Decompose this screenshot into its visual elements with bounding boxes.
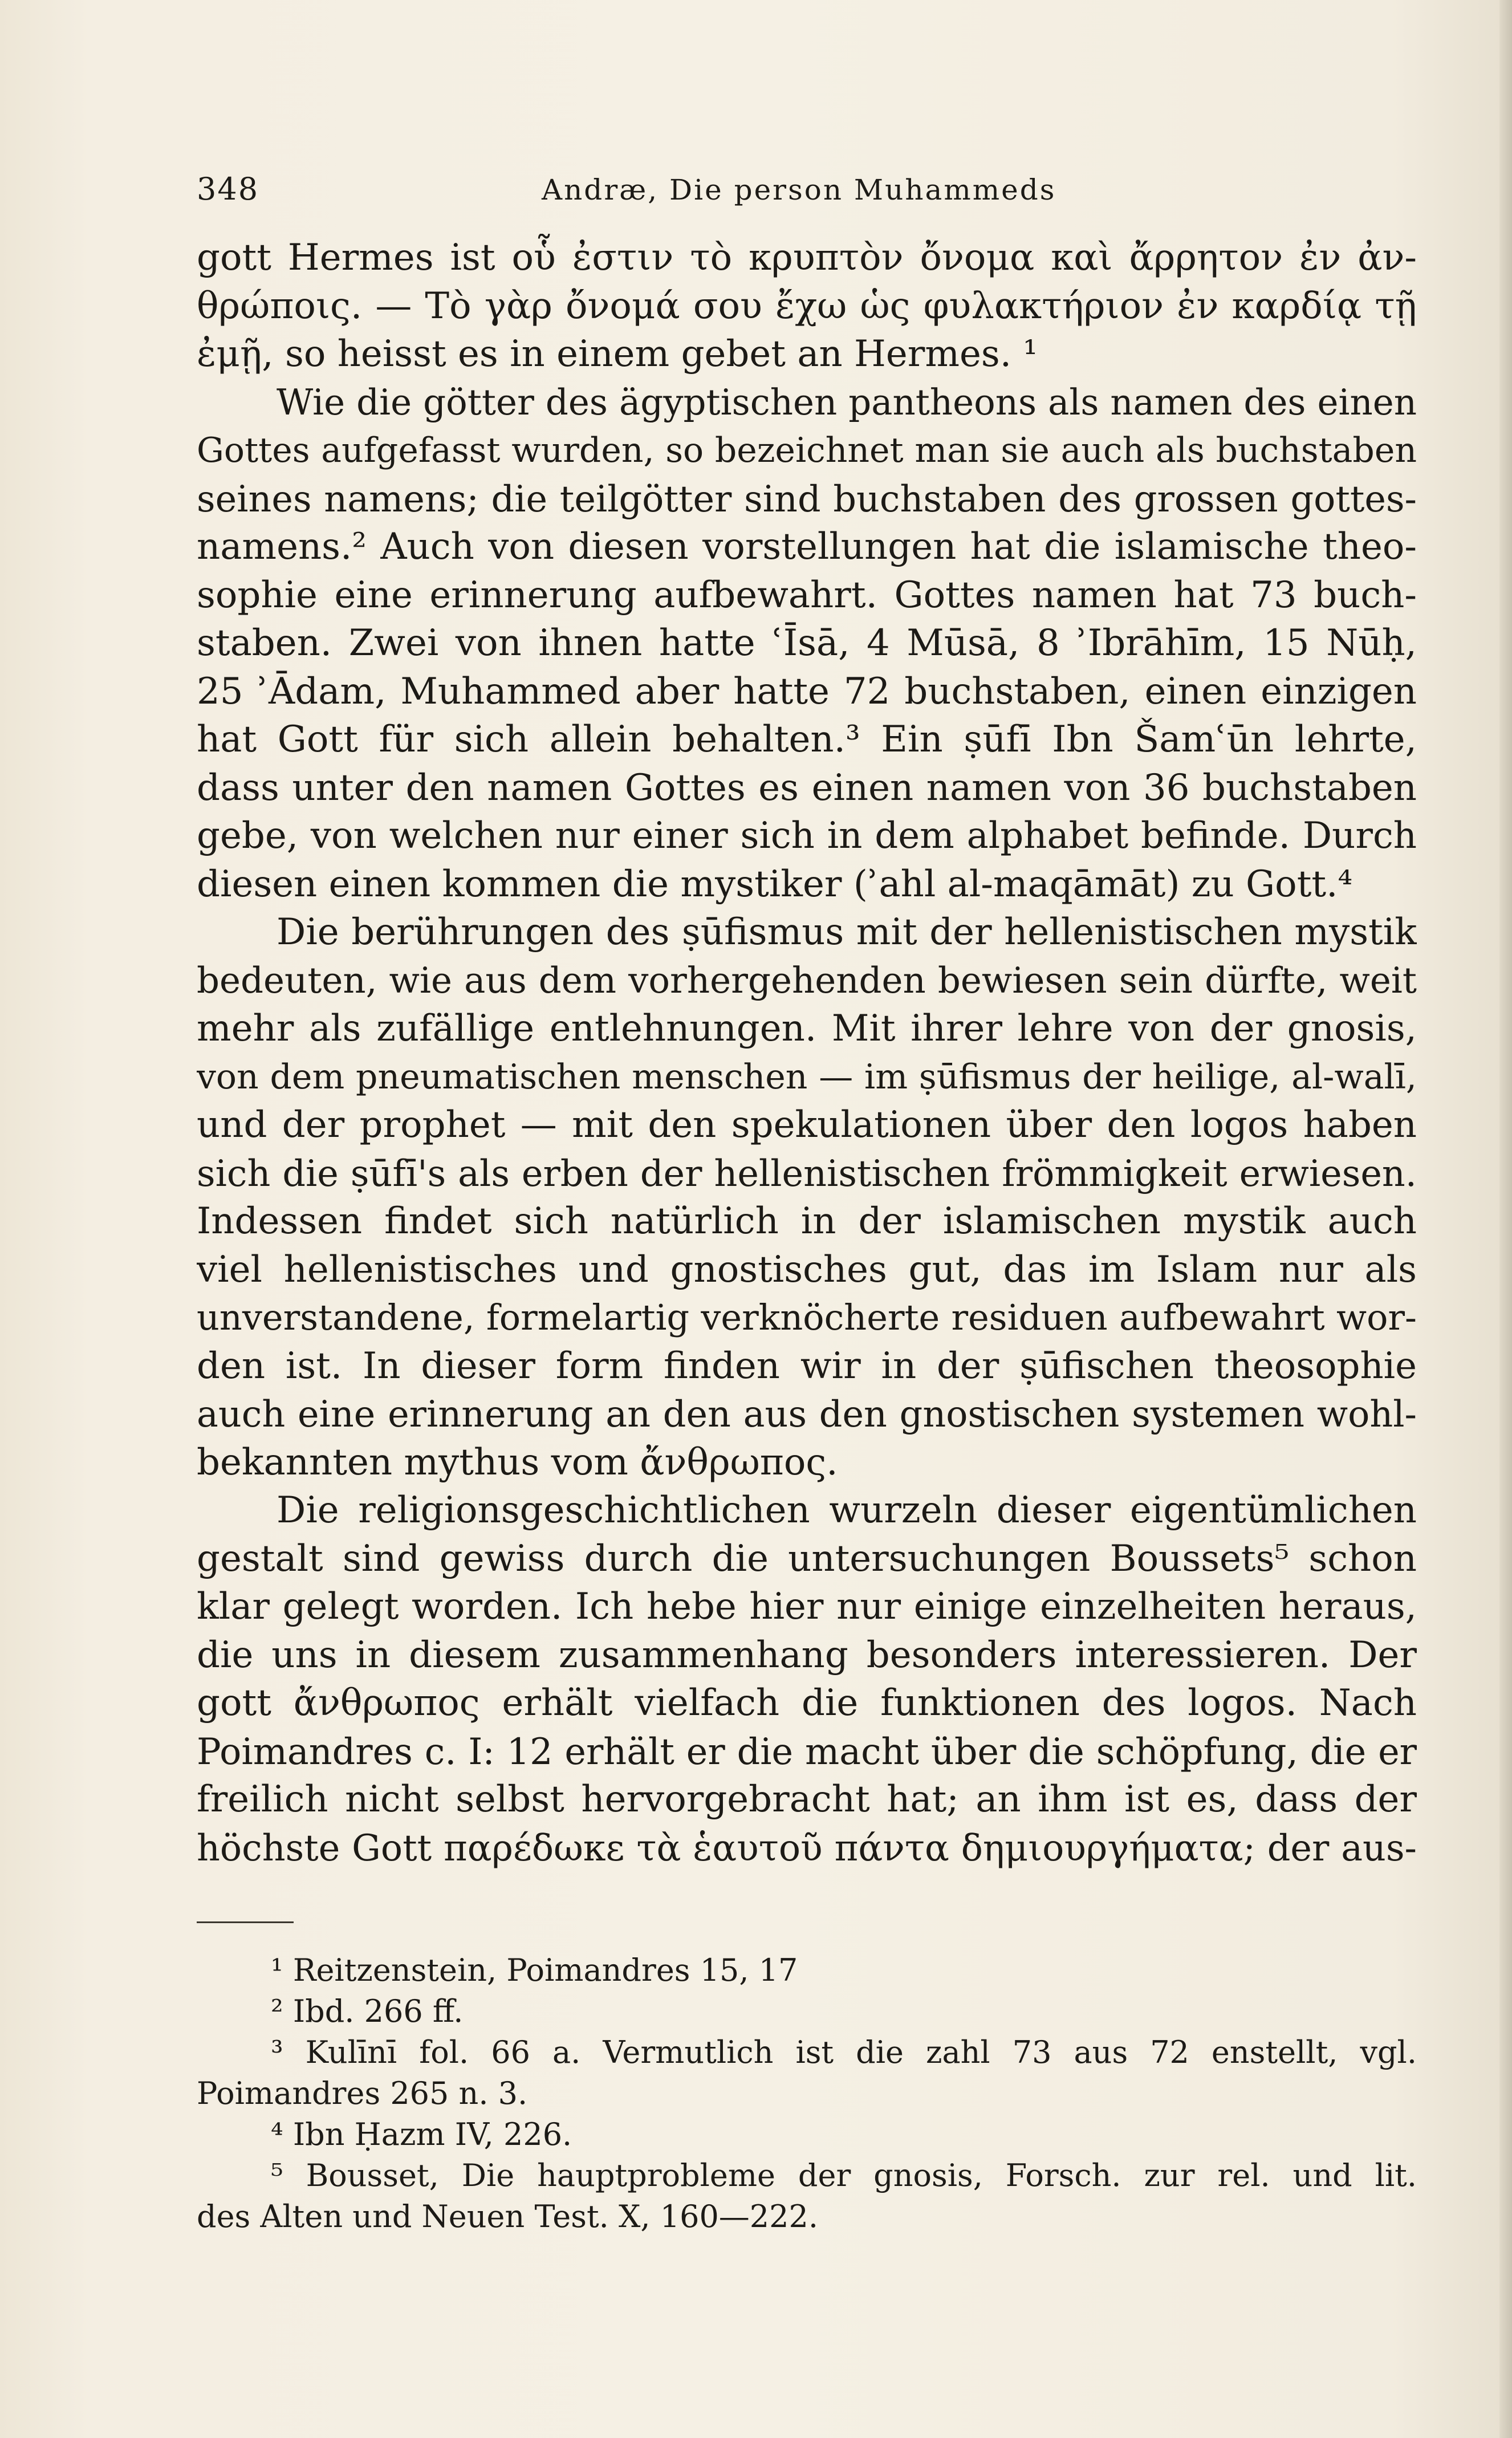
text-line: dass unter den namen Gottes es einen namen von 36 buchstaben: [197, 766, 1417, 809]
footnote-continuation: des Alten und Neuen Test. X, 160—222.: [197, 2199, 819, 2234]
text-line: ἐμῇ, so heisst es in einem gebet an Hermes. ¹: [197, 333, 1038, 375]
text-line: den ist. In dieser form finden wir in der ṣūfischen theosophie: [197, 1344, 1417, 1387]
paragraph-start-line: Die religionsgeschichtlichen wurzeln dieser eigentümlichen: [277, 1489, 1417, 1531]
text-line: viel hellenistisches und gnostisches gut, das im Islam nur als: [197, 1248, 1417, 1291]
footnote: ⁵ Bousset, Die hauptprobleme der gnosis, Forsch. zur rel. und lit.: [271, 2157, 1417, 2193]
text-line: Gottes aufgefasst wurden, so bezeichnet man sie auch als buchstaben: [197, 430, 1417, 470]
page-number: 348: [197, 171, 259, 207]
text-line: Poimandres c. I: 12 erhält er die macht über die schöpfung, die er: [197, 1730, 1417, 1773]
footnote: ² Ibd. 266 ff.: [271, 1993, 464, 2029]
paragraph-start-line: Wie die götter des ägyptischen pantheons als namen des einen: [277, 381, 1417, 423]
text-line: klar gelegt worden. Ich hebe hier nur einige einzelheiten heraus,: [197, 1586, 1417, 1628]
text-line: freilich nicht selbst hervorgebracht hat; an ihm ist es, dass der: [197, 1778, 1417, 1821]
text-line: bekannten mythus vom ἄνθρωπος.: [197, 1441, 838, 1484]
text-line: sich die ṣūfī's als erben der hellenistischen frömmigkeit erwiesen.: [197, 1152, 1417, 1194]
text-line: namens.² Auch von diesen vorstellungen hat die islamische theo-: [197, 526, 1417, 568]
page-edge-shadow: [1499, 0, 1512, 2438]
text-line: höchste Gott παρέδωκε τὰ ἑαυτοῦ πάντα δημιουργήματα; der aus-: [197, 1826, 1417, 1869]
text-line: hat Gott für sich allein behalten.³ Ein ṣūfī Ibn Šamʿūn lehrte,: [197, 718, 1417, 761]
text-line: die uns in diesem zusammenhang besonders interessieren. Der: [197, 1634, 1417, 1676]
text-line: auch eine erinnerung an den aus den gnostischen systemen wohl-: [197, 1393, 1417, 1435]
text-line: staben. Zwei von ihnen hatte ʿĪsā, 4 Mūsā, 8 ʾIbrāhīm, 15 Nūḥ,: [197, 622, 1417, 664]
text-line: gott Hermes ist οὗ ἐστιν τὸ κρυπτὸν ὄνομα καὶ ἄρρητον ἐν ἀν-: [197, 237, 1417, 279]
text-line: gott ἄνθρωπος erhält vielfach die funktionen des logos. Nach: [197, 1682, 1417, 1724]
body-text: [197, 234, 1417, 1872]
page-header: [197, 171, 1075, 217]
text-line: unverstandene, formelartig verknöcherte residuen aufbewahrt wor-: [197, 1297, 1417, 1338]
text-line: von dem pneumatischen menschen — im ṣūfismus der heilige, al-walī,: [197, 1057, 1417, 1097]
text-line: 25 ʾĀdam, Muhammed aber hatte 72 buchstaben, einen einzigen: [197, 670, 1417, 713]
paragraph-start-line: Die berührungen des ṣūfismus mit der hellenistischen mystik: [277, 911, 1417, 953]
footnote: ¹ Reitzenstein, Poimandres 15, 17: [271, 1952, 798, 1988]
text-line: gestalt sind gewiss durch die untersuchungen Boussets⁵ schon: [197, 1537, 1417, 1580]
footnote-continuation: Poimandres 265 n. 3.: [197, 2075, 528, 2111]
running-head: Andræ, Die person Muhammeds: [542, 173, 1056, 206]
footnote: ³ Kulīnī fol. 66 a. Vermutlich ist die zahl 73 aus 72 enstellt, vgl.: [271, 2034, 1417, 2070]
text-line: bedeuten, wie aus dem vorhergehenden bewiesen sein dürfte, weit: [197, 959, 1417, 1001]
footnote: ⁴ Ibn Ḥazm IV, 226.: [271, 2116, 572, 2152]
text-line: seines namens; die teilgötter sind buchstaben des grossen gottes-: [197, 477, 1417, 520]
text-line: Indessen findet sich natürlich in der islamischen mystik auch: [197, 1200, 1417, 1242]
footnotes: [197, 1950, 1417, 2237]
text-line: sophie eine erinnerung aufbewahrt. Gottes namen hat 73 buch-: [197, 574, 1417, 616]
text-line: gebe, von welchen nur einer sich in dem alphabet befinde. Durch: [197, 815, 1417, 857]
footnote-divider: [197, 1921, 294, 1923]
text-line: und der prophet — mit den spekulationen über den logos haben: [197, 1104, 1417, 1146]
text-line: diesen einen kommen die mystiker (ʾahl al-maqāmāt) zu Gott.⁴: [197, 863, 1353, 905]
text-line: mehr als zufällige entlehnungen. Mit ihrer lehre von der gnosis,: [197, 1007, 1417, 1050]
text-line: θρώποις. — Τὸ γὰρ ὄνομά σου ἔχω ὡς φυλακτήριον ἐν καρδίᾳ τῇ: [197, 285, 1417, 327]
